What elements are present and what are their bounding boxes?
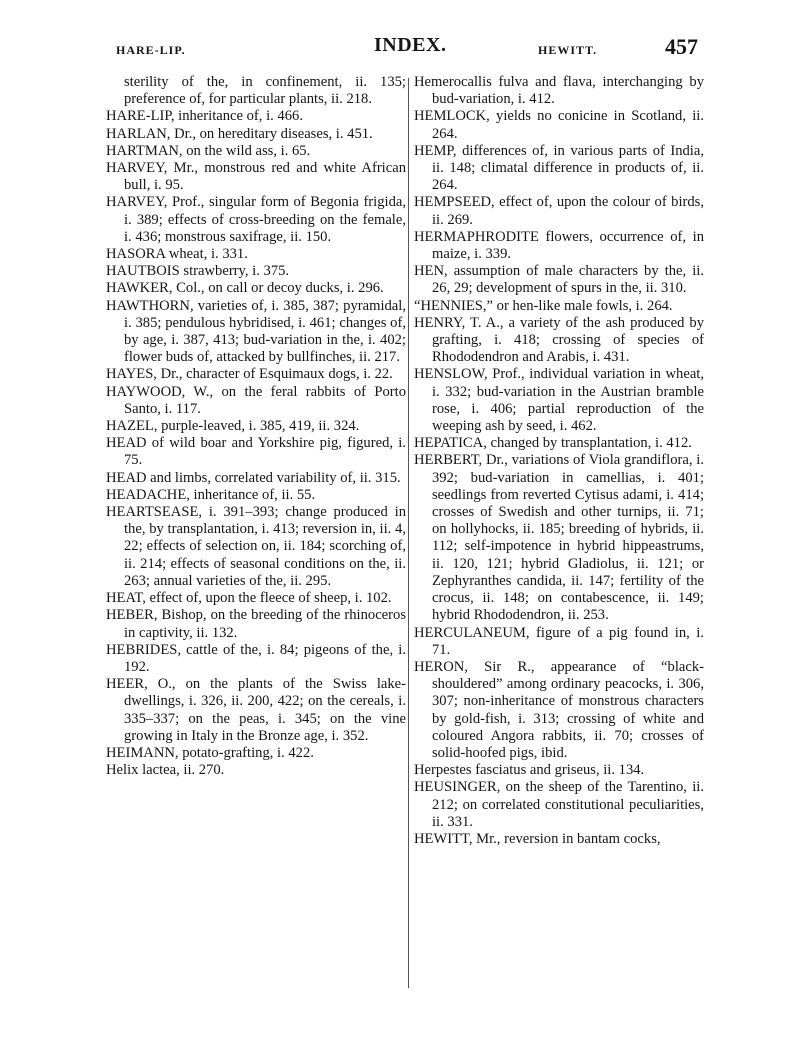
index-entry: HARVEY, Mr., monstrous red and white African bull, i. 95. [106, 160, 406, 194]
index-entry: HEIMANN, potato-grafting, i. 422. [106, 744, 314, 761]
index-entry: HEWITT, Mr., reversion in bantam cocks, [414, 830, 661, 847]
index-entry: HARLAN, Dr., on hereditary diseases, i. 451. [106, 125, 373, 142]
index-entry: HEBER, Bishop, on the breeding of the rhinoceros in captivity, ii. 132. [106, 607, 406, 641]
index-entry: HEAD of wild boar and Yorkshire pig, figured, i. 75. [106, 435, 406, 469]
index-entry: HARTMAN, on the wild ass, i. 65. [106, 142, 311, 159]
index-entry: HEER, O., on the plants of the Swiss lake-dwellings, i. 326, ii. 200, 422; on the cereals, i. 335–337; on the peas, i. 345; on the vine growing in Italy in the Bronze age, i. 352. [106, 676, 406, 744]
running-head [106, 34, 696, 64]
index-entry: HEUSINGER, on the sheep of the Tarentino, ii. 212; on correlated constitutional peculiarities, ii. 331. [414, 779, 704, 830]
index-entry: HERON, Sir R., appearance of “black-shouldered” among ordinary peacocks, i. 306, 307; non-inheritance of monstrous characters by gold-fish, i. 313; crossing of white and coloured Angora rabbits, ii. 70; crosses of solid-hoofed pigs, ibid. [414, 658, 704, 761]
page-number: 457 [665, 34, 698, 59]
index-entry: HEAD and limbs, correlated variability of, ii. 315. [106, 469, 401, 486]
index-entry: HEN, assumption of male characters by the, ii. 26, 29; development of spurs in the, ii. 310. [414, 263, 704, 297]
index-entry: HARVEY, Prof., singular form of Begonia frigida, i. 389; effects of cross-breeding on the female, i. 436; monstrous saxifrage, ii. 150. [106, 194, 406, 245]
index-entry: HAWTHORN, varieties of, i. 385, 387; pyramidal, i. 385; pendulous hybridised, i. 461; changes of, by age, i. 387, 413; bud-variation in the, i. 402; flower buds of, attacked by bullfinches, ii. 217. [106, 297, 406, 366]
index-entry: HEPATICA, changed by transplantation, i. 412. [414, 435, 692, 452]
index-entry: sterility of the, in confinement, ii. 135; preference of, for particular plants, ii. 218. [124, 74, 406, 108]
index-entry: HEBRIDES, cattle of the, i. 84; pigeons of the, i. 192. [106, 641, 406, 675]
index-entry: HEADACHE, inheritance of, ii. 55. [106, 486, 316, 503]
header-title: INDEX. [374, 34, 447, 56]
index-entry: HEARTSEASE, i. 391–393; change produced in the, by transplantation, i. 413; reversion in, ii. 4, 22; effects of selection on, ii. 184; scorching of, ii. 214; effects of seasonal conditions on the, ii. 263; annual varieties of the, ii. 295. [106, 504, 406, 589]
index-entry: Herpestes fasciatus and griseus, ii. 134. [414, 762, 645, 779]
index-entry: HAYWOOD, W., on the feral rabbits of Porto Santo, i. 117. [106, 383, 406, 417]
index-entry: HERBERT, Dr., variations of Viola grandiflora, i. 392; bud-variation in camellias, i. 401; seedlings from reverted Cytisus adami, i. 414; crosses of Swedish and other turnips, ii. 71; on hollyhocks, ii. 185; breeding of hybrids, ii. 112; self-impotence in hybrid hippeastrums, ii. 120, 121; hybrid Gladiolus, ii. 121; or Zephyranthes candida, ii. 147; fertility of the crocus, ii. 148; on contabescence, ii. 149; hybrid Rhododendron, ii. 253. [414, 452, 704, 624]
index-entry: Helix lactea, ii. 270. [106, 762, 225, 779]
left-column [106, 74, 406, 779]
index-entry: HAYES, Dr., character of Esquimaux dogs, i. 22. [106, 366, 393, 383]
index-entry: HEMP, differences of, in various parts of India, ii. 148; climatal difference in products of, ii. 264. [414, 142, 704, 194]
index-entry: HARE-LIP, inheritance of, i. 466. [106, 108, 303, 125]
right-column [414, 74, 704, 848]
index-entry: HAWKER, Col., on call or decoy ducks, i. 296. [106, 280, 384, 297]
index-entry: HEAT, effect of, upon the fleece of sheep, i. 102. [106, 590, 392, 607]
index-entry: HENRY, T. A., a variety of the ash produced by grafting, i. 418; crossing of species of Rhododendron and Arabis, i. 431. [414, 314, 704, 366]
index-entry: HERMAPHRODITE flowers, occurrence of, in maize, i. 339. [414, 228, 704, 263]
header-right-catchword: HEWITT. [538, 43, 598, 57]
index-entry: HAZEL, purple-leaved, i. 385, 419, ii. 324. [106, 418, 360, 435]
index-entry: “HENNIES,” or hen-like male fowls, i. 264. [414, 297, 673, 314]
index-entry: HENSLOW, Prof., individual variation in wheat, i. 332; bud-variation in the Austrian bramble rose, i. 406; partial reproduction of the weeping ash by seed, i. 462. [414, 366, 704, 435]
index-entry: HEMLOCK, yields no conicine in Scotland, ii. 264. [414, 108, 704, 142]
index-entry: HAUTBOIS strawberry, i. 375. [106, 263, 290, 280]
header-left-catchword: HARE-LIP. [116, 43, 186, 57]
index-entry: HASORA wheat, i. 331. [106, 246, 248, 263]
column-divider [408, 78, 409, 988]
index-entry: Hemerocallis fulva and flava, interchanging by bud-variation, i. 412. [414, 74, 704, 108]
index-entry: HERCULANEUM, figure of a pig found in, i. 71. [414, 624, 704, 658]
index-entry: HEMPSEED, effect of, upon the colour of birds, ii. 269. [414, 194, 704, 228]
